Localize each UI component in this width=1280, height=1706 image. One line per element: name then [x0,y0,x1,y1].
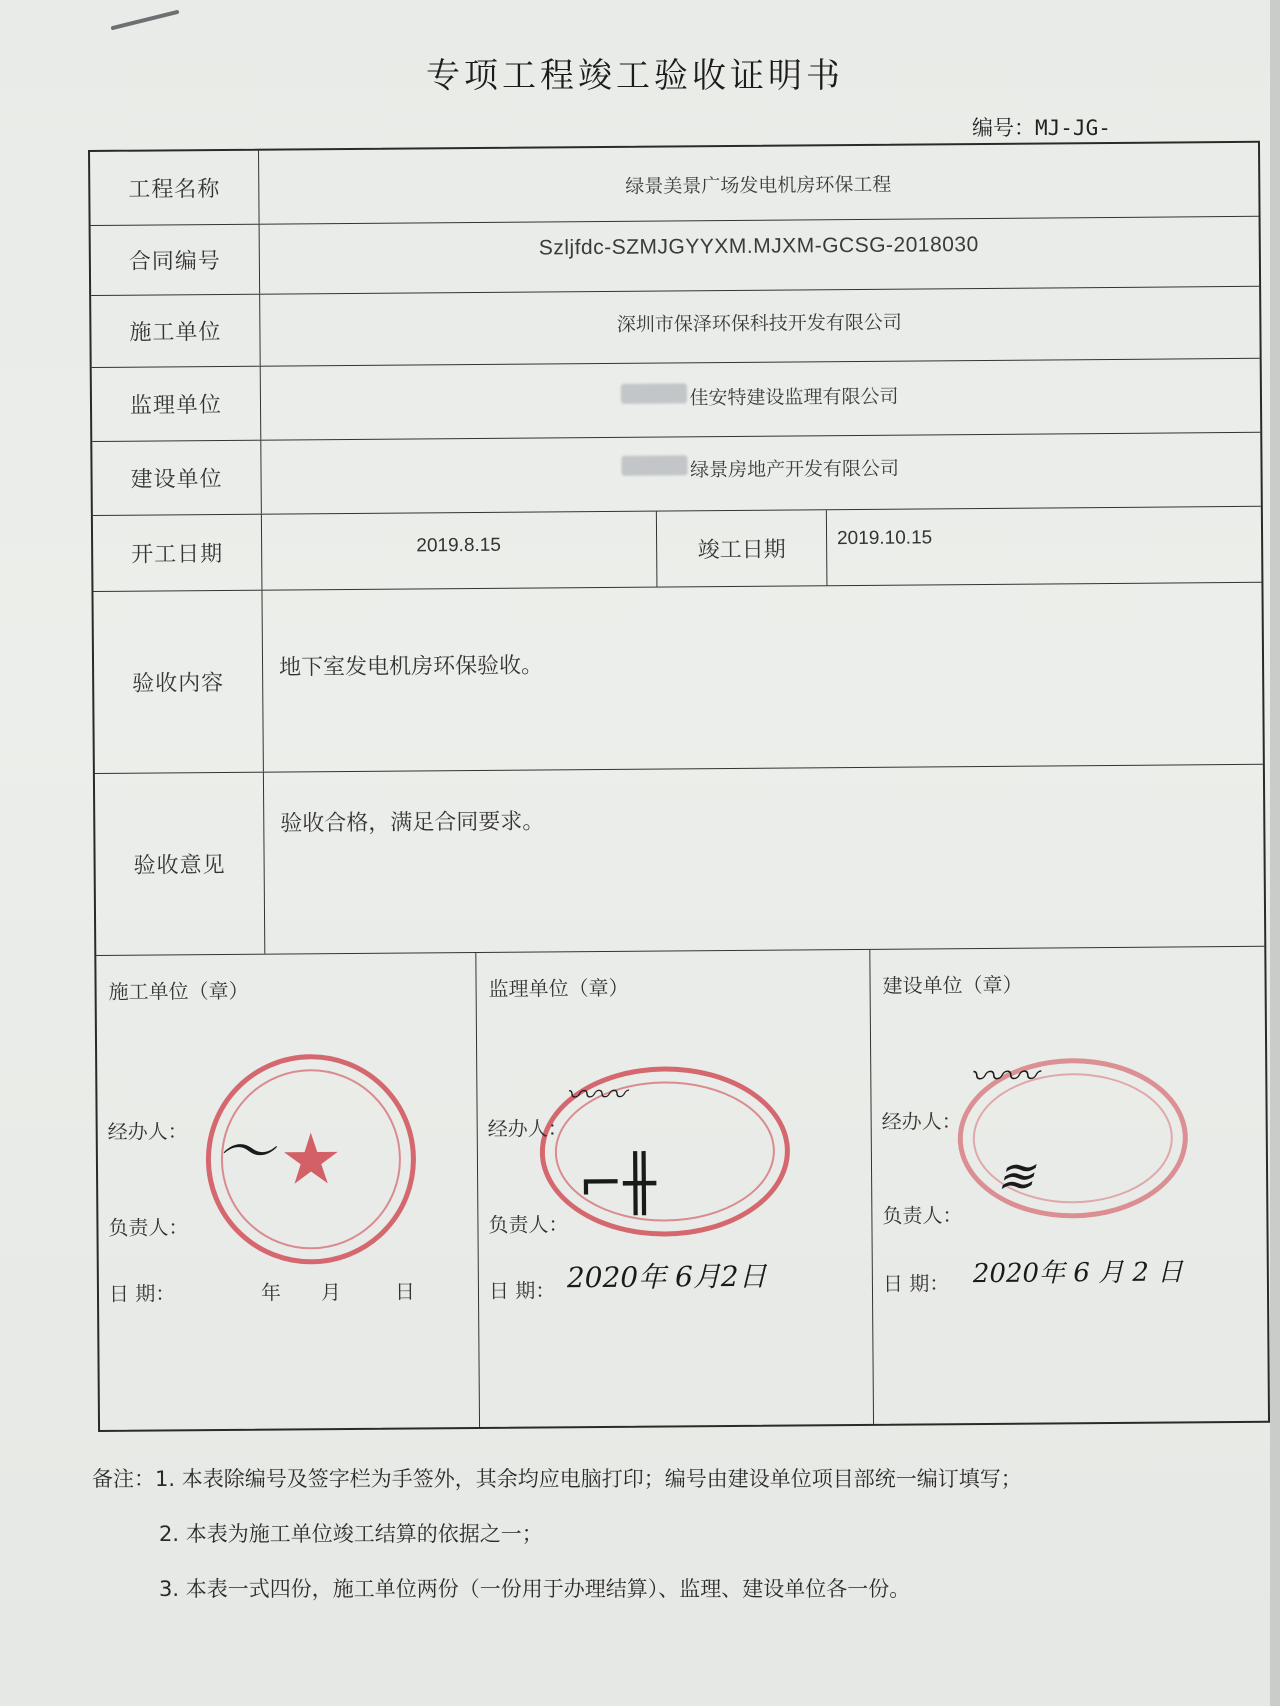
contractor-date-year: 年 [260,1280,282,1305]
contractor-agent-label: 经办人： [107,1119,188,1144]
value-end-date: 2019.10.15 [836,527,933,550]
contractor-manager-label: 负责人： [108,1215,189,1240]
supervisor-seal-label: 监理单位（章） [488,975,629,1001]
owner-agent-label: 经办人： [881,1109,962,1134]
row-contractor [91,287,1260,368]
acceptance-table [88,141,1270,1432]
note-1: 备注：1. 本表除编号及签字栏为手签外，其余均应电脑打印；编号由建设单位项目部统一编订填写； [92,1467,1022,1491]
label-contract-no: 合同编号 [91,225,261,295]
supervisor-agent-label: 经办人： [487,1116,568,1141]
value-content: 地下室发电机房环保验收。 [278,653,544,681]
value-opinion: 验收合格，满足合同要求。 [280,809,545,837]
star-icon: ★ [279,1118,343,1201]
contractor-date-label: 日 期： [108,1281,176,1306]
owner-text: 绿景房地产开发有限公司 [689,457,900,482]
owner-date-handwritten: 2020年 6 月 2 日 [972,1257,1184,1290]
owner-manager-signature: ≋ [995,1148,1035,1203]
label-owner: 建设单位 [92,441,262,515]
label-opinion: 验收意见 [95,773,265,955]
supervisor-agent-signature: 〰〰 [565,1077,626,1114]
supervisor-manager-signature: ⌐╫ [577,1151,657,1216]
value-supervisor [260,359,1261,440]
signature-supervisor [476,950,874,1427]
signature-contractor [96,953,480,1430]
label-supervisor: 监理单位 [92,367,262,441]
label-end-date: 竣工日期 [657,510,828,586]
value-contractor: 深圳市保泽环保科技开发有限公司 [616,311,902,336]
redacted-block [621,383,687,404]
value-start-date: 2019.8.15 [261,512,658,590]
owner-manager-label: 负责人： [882,1203,963,1228]
row-contract-no [91,217,1260,296]
label-content: 验收内容 [93,591,263,773]
contractor-date-month: 月 [320,1280,342,1305]
contractor-seal-label: 施工单位（章） [108,978,249,1004]
staple-mark [111,10,180,31]
label-project-name: 工程名称 [90,151,260,225]
signature-row [96,947,1268,1430]
row-content [93,583,1262,774]
document-title: 专项工程竣工验收证明书 [426,56,844,96]
owner-seal-label: 建设单位（章） [882,972,1023,998]
row-project-name [90,143,1259,226]
label-start-date: 开工日期 [93,515,263,591]
row-owner [92,433,1261,516]
supervisor-text: 佳安特建设监理有限公司 [689,385,899,410]
supervisor-manager-label: 负责人： [488,1212,569,1237]
row-supervisor [92,359,1261,442]
label-contractor: 施工单位 [91,295,261,367]
contractor-agent-signature: 〜 [215,1117,275,1187]
owner-date-label: 日 期： [882,1271,950,1296]
row-opinion [95,765,1264,956]
value-project-name: 绿景美景广场发电机房环保工程 [625,173,892,198]
notes-section [92,1452,1022,1617]
contractor-date-day: 日 [394,1279,416,1304]
note-2: 2. 本表为施工单位竣工结算的依据之一； [159,1522,543,1546]
owner-agent-signature: 〰〰 [969,1056,1038,1098]
row-dates [93,507,1262,592]
signature-owner [870,947,1268,1424]
note-3: 3. 本表一式四份，施工单位两份（一份用于办理结算）、监理、建设单位各一份。 [159,1577,911,1601]
document-number: 编号：MJ-JG- [972,116,1111,140]
value-owner [260,433,1261,514]
value-contract-no: Szljfdc-SZMJGYYXM.MJXM-GCSG-2018030 [538,233,979,260]
supervisor-date-label: 日 期： [488,1278,556,1303]
redacted-block [622,455,688,476]
supervisor-date-handwritten: 2020年 6月2日 [566,1259,767,1295]
